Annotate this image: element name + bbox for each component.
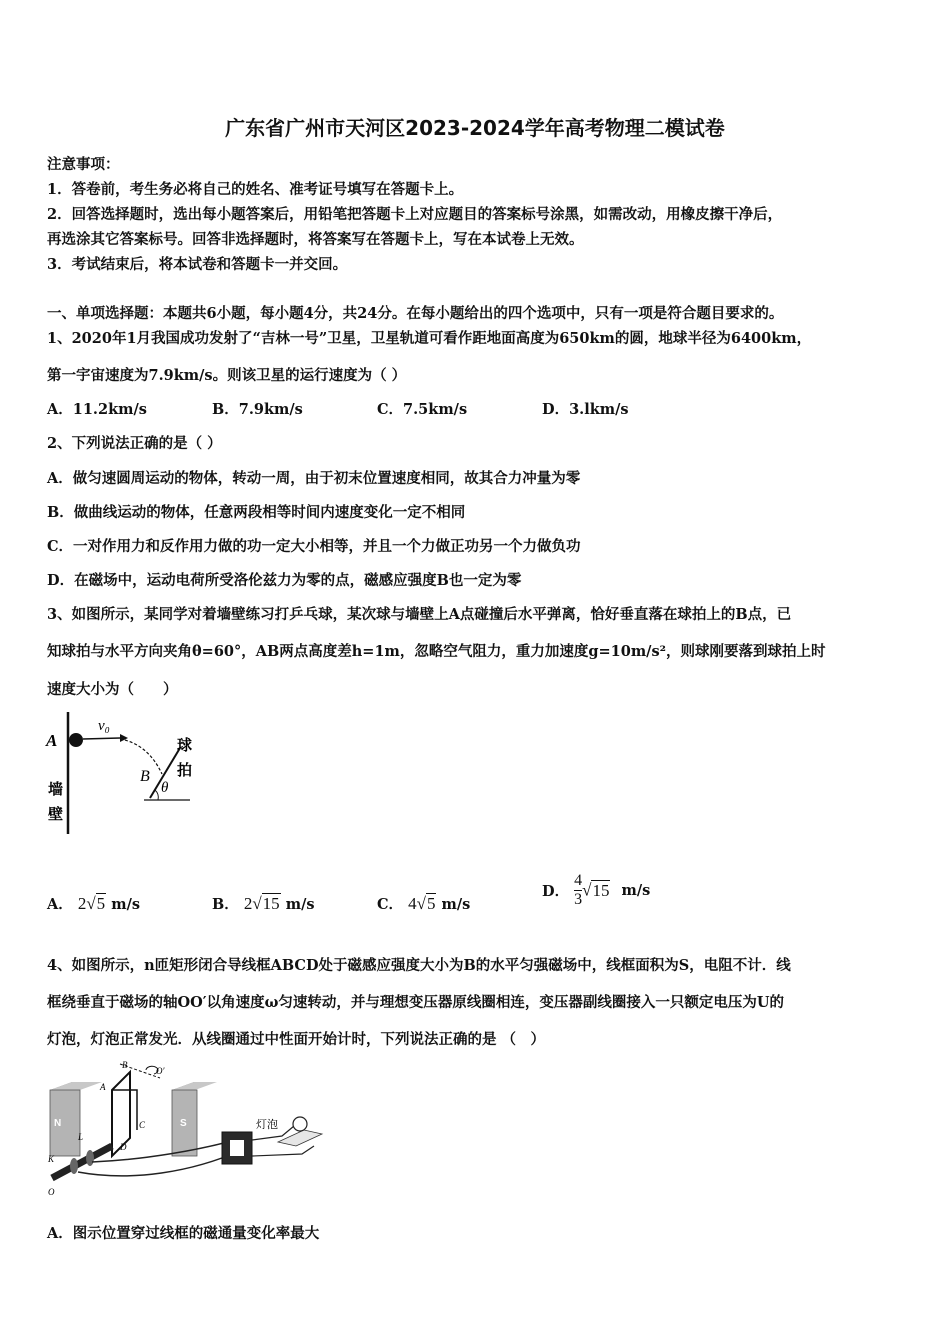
option-fraction bbox=[574, 872, 582, 909]
q1-option-c: C．7.5km/s bbox=[377, 401, 468, 418]
option-radicand: 5 bbox=[426, 894, 436, 913]
q3-option-a bbox=[47, 893, 140, 914]
label-l: L bbox=[78, 1132, 84, 1142]
label-wall-1: 墙 bbox=[48, 780, 64, 798]
label-v0: v₀ bbox=[98, 718, 110, 734]
q3-option-d bbox=[542, 872, 650, 909]
q3-option-b bbox=[212, 893, 315, 914]
label-n: N bbox=[54, 1118, 62, 1129]
notice-item-2: 2．回答选择题时，选出每小题答案后，用铅笔把答题卡上对应题目的答案标号涂黑，如需改动，用橡皮擦干净后， bbox=[47, 206, 783, 223]
lamp-base bbox=[278, 1130, 322, 1146]
ball-icon bbox=[69, 733, 83, 747]
q1-stem-line1: 1、2020年1月我国成功发射了“吉林一号”卫星，卫星轨道可看作距地面高度为650km的圆，地球半径为6400km， bbox=[47, 330, 812, 347]
angle-arc bbox=[155, 790, 158, 800]
q4-stem-line1: 4、如图所示，n匝矩形闭合导线框ABCD处于磁感应强度大小为B的水平匀强磁场中，线框面积为S，电阻不计．线 bbox=[47, 957, 791, 974]
notice-item-2-cont: 再选涂其它答案标号。回答非选择题时，将答案写在答题卡上，写在本试卷上无效。 bbox=[47, 231, 584, 248]
coil-edge bbox=[112, 1090, 137, 1130]
q3-option-c bbox=[377, 893, 470, 914]
q2-option-c: C．一对作用力和反作用力做的功一定大小相等，并且一个力做正功另一个力做负功 bbox=[47, 538, 581, 555]
option-coef: 2 bbox=[77, 894, 87, 913]
lamp-wire-2 bbox=[252, 1146, 314, 1156]
slip-ring-1 bbox=[70, 1158, 78, 1174]
option-letter: B． bbox=[212, 896, 239, 913]
q4-stem-line2: 框绕垂直于磁场的轴OO′以角速度ω匀速转动，并与理想变压器原线圈相连，变压器副线圈接入一只额定电压为U的 bbox=[47, 994, 785, 1011]
label-paddle-2: 拍 bbox=[177, 761, 193, 779]
option-letter: D． bbox=[542, 883, 570, 900]
velocity-arrow bbox=[83, 738, 120, 739]
option-unit: m/s bbox=[111, 896, 141, 913]
q3-stem-line1: 3、如图所示，某同学对着墙壁练习打乒乓球，某次球与墙壁上A点碰撞后水平弹离，恰好垂直落在球拍上的B点，已 bbox=[47, 606, 792, 623]
label-theta: θ bbox=[161, 780, 169, 796]
option-unit: m/s bbox=[441, 896, 471, 913]
label-a: A bbox=[46, 731, 58, 750]
sqrt-sign: √ bbox=[416, 894, 426, 913]
label-k: K bbox=[48, 1154, 55, 1164]
bulb-icon bbox=[293, 1117, 307, 1131]
q2-option-d: D．在磁场中，运动电荷所受洛伦兹力为零的点，磁感应强度B也一定为零 bbox=[47, 572, 522, 589]
option-coef: 2 bbox=[243, 894, 253, 913]
slip-ring-2 bbox=[86, 1150, 94, 1166]
section-heading: 一、单项选择题：本题共6小题，每小题4分，共24分。在每小题给出的四个选项中，只有一项是符合题目要求的。 bbox=[47, 305, 784, 322]
q2-option-a: A．做匀速圆周运动的物体，转动一周，由于初末位置速度相同，故其合力冲量为零 bbox=[47, 470, 581, 487]
q1-stem-line2: 第一宇宙速度为7.9km/s。则该卫星的运行速度为（ ） bbox=[47, 367, 407, 384]
q1-option-a: A．11.2km/s bbox=[47, 401, 147, 418]
notice-heading: 注意事项： bbox=[47, 156, 120, 173]
q4-option-a: A．图示位置穿过线框的磁通量变化率最大 bbox=[47, 1225, 320, 1242]
option-letter: C． bbox=[377, 896, 404, 913]
q3-stem-line2: 知球拍与水平方向夹角θ=60°，AB两点高度差h=1m，忽略空气阻力，重力加速度g=10m/s²，则球刚要落到球拍上时 bbox=[47, 643, 826, 660]
label-c: C bbox=[139, 1120, 146, 1130]
label-b: B bbox=[122, 1060, 128, 1070]
option-radicand: 15 bbox=[592, 880, 610, 900]
magnet-n-top bbox=[50, 1082, 102, 1090]
label-paddle-1: 球 bbox=[177, 736, 193, 754]
transformer-core bbox=[230, 1140, 244, 1156]
fraction-numerator: 4 bbox=[574, 872, 583, 889]
q2-option-b: B．做曲线运动的物体，任意两段相等时间内速度变化一定不相同 bbox=[47, 504, 466, 521]
option-radicand: 5 bbox=[96, 894, 106, 913]
label-o: O bbox=[48, 1187, 55, 1197]
option-unit: m/s bbox=[621, 882, 651, 899]
option-radicand: 15 bbox=[262, 894, 280, 913]
q4-stem-line3: 灯泡，灯泡正常发光．从线圈通过中性面开始计时，下列说法正确的是 （ ） bbox=[47, 1031, 546, 1048]
fraction-denominator: 3 bbox=[574, 891, 583, 908]
label-a: A bbox=[100, 1082, 106, 1092]
magnet-s-top bbox=[172, 1082, 217, 1090]
option-letter: A． bbox=[47, 896, 73, 913]
label-d: D bbox=[120, 1142, 127, 1152]
q3-figure bbox=[40, 708, 210, 838]
notice-item-1: 1．答卷前，考生务必将自己的姓名、准考证号填写在答题卡上。 bbox=[47, 181, 464, 198]
option-unit: m/s bbox=[285, 896, 315, 913]
label-s: S bbox=[180, 1118, 187, 1129]
q3-stem-line3: 速度大小为（ ） bbox=[47, 681, 178, 698]
q1-option-d: D．3.lkm/s bbox=[542, 401, 629, 418]
notice-item-3: 3．考试结束后，将本试卷和答题卡一并交回。 bbox=[47, 256, 348, 273]
label-wall-2: 壁 bbox=[48, 805, 64, 823]
q1-option-b: B．7.9km/s bbox=[212, 401, 303, 418]
label-b: B bbox=[140, 768, 150, 785]
sqrt-sign: √ bbox=[252, 894, 262, 913]
sqrt-sign: √ bbox=[582, 880, 592, 900]
label-o-prime: O′ bbox=[156, 1066, 165, 1076]
page-title: 广东省广州市天河区2023-2024学年高考物理二模试卷 bbox=[225, 116, 725, 140]
option-coef: 4 bbox=[408, 894, 417, 913]
q2-stem: 2、下列说法正确的是（ ） bbox=[47, 435, 222, 452]
sqrt-sign: √ bbox=[86, 894, 96, 913]
q4-figure bbox=[42, 1060, 332, 1200]
label-lamp: 灯泡 bbox=[256, 1118, 278, 1131]
